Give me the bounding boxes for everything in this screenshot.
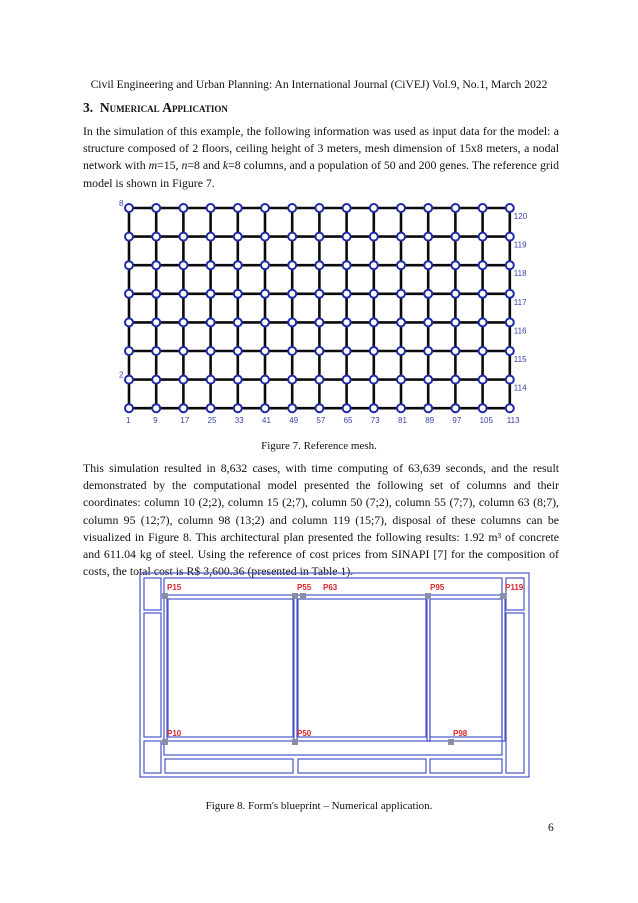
section-heading bbox=[83, 100, 228, 116]
mesh-node bbox=[152, 204, 160, 212]
column-label-bottom: P98 bbox=[453, 729, 468, 738]
mesh-left-label: 8 bbox=[119, 199, 124, 208]
mesh-node bbox=[506, 404, 514, 412]
mesh-node bbox=[370, 404, 378, 412]
mesh-node bbox=[479, 404, 487, 412]
panel-left bbox=[168, 599, 293, 737]
mesh-node bbox=[343, 404, 351, 412]
mesh-node bbox=[451, 261, 459, 269]
mesh-bottom-label: 41 bbox=[262, 416, 271, 426]
mesh-node bbox=[125, 347, 133, 355]
panel-right bbox=[430, 599, 502, 737]
mesh-left-label: 2 bbox=[119, 370, 124, 380]
mesh-right-label: 116 bbox=[513, 326, 527, 336]
figure-7-caption: Figure 7. Reference mesh. bbox=[261, 440, 377, 452]
var-m: m bbox=[148, 158, 158, 173]
mesh-node bbox=[370, 318, 378, 326]
mesh-node bbox=[343, 318, 351, 326]
mesh-node bbox=[288, 404, 296, 412]
paragraph-1 bbox=[83, 123, 559, 192]
mesh-bottom-label: 49 bbox=[289, 416, 299, 426]
mesh-node bbox=[261, 376, 269, 384]
mesh-node bbox=[261, 318, 269, 326]
column-marker bbox=[162, 593, 168, 599]
mesh-node bbox=[424, 204, 432, 212]
paragraph-1-text-b: =15, bbox=[157, 158, 182, 173]
mesh-node bbox=[506, 290, 514, 298]
mesh-node bbox=[424, 233, 432, 241]
mesh-node bbox=[315, 404, 323, 412]
mesh-node bbox=[424, 347, 432, 355]
mesh-node bbox=[288, 376, 296, 384]
mesh-node bbox=[370, 347, 378, 355]
mesh-node bbox=[315, 318, 323, 326]
mesh-node bbox=[424, 290, 432, 298]
mesh-node bbox=[179, 261, 187, 269]
mesh-node bbox=[234, 376, 242, 384]
var-k: k bbox=[222, 158, 229, 173]
mesh-node bbox=[506, 347, 514, 355]
column-marker bbox=[448, 739, 454, 745]
mesh-node bbox=[125, 233, 133, 241]
mesh-node bbox=[479, 290, 487, 298]
mesh-node bbox=[397, 347, 405, 355]
mesh-node bbox=[397, 204, 405, 212]
mesh-right-label: 119 bbox=[513, 240, 527, 250]
mesh-node bbox=[424, 261, 432, 269]
mesh-node bbox=[152, 347, 160, 355]
slab-bottom-right bbox=[430, 759, 502, 773]
column-label-top: P55 bbox=[297, 583, 312, 592]
column-marker bbox=[292, 739, 298, 745]
mesh-node bbox=[152, 233, 160, 241]
mesh-node bbox=[207, 404, 215, 412]
mesh-node bbox=[179, 290, 187, 298]
mesh-node bbox=[234, 290, 242, 298]
slab-bottom-mid bbox=[298, 759, 426, 773]
mesh-node bbox=[479, 261, 487, 269]
mesh-node bbox=[207, 261, 215, 269]
edge-left-mid bbox=[144, 613, 161, 737]
beam-vertical-4 bbox=[502, 595, 505, 741]
mesh-node bbox=[506, 318, 514, 326]
mesh-node bbox=[370, 261, 378, 269]
mesh-node bbox=[179, 204, 187, 212]
mesh-node bbox=[506, 261, 514, 269]
mesh-node bbox=[397, 318, 405, 326]
mesh-node bbox=[234, 261, 242, 269]
mesh-node bbox=[207, 347, 215, 355]
mesh-node bbox=[261, 347, 269, 355]
column-marker bbox=[300, 593, 306, 599]
mesh-node bbox=[234, 347, 242, 355]
mesh-node bbox=[479, 233, 487, 241]
figure-8-caption: Figure 8. Form's blueprint – Numerical application. bbox=[205, 800, 433, 812]
mesh-node bbox=[451, 347, 459, 355]
edge-right-mid bbox=[506, 613, 524, 773]
column-label-top: P15 bbox=[167, 583, 182, 592]
reference-mesh-figure bbox=[112, 196, 532, 426]
mesh-node bbox=[152, 376, 160, 384]
mesh-bottom-label: 33 bbox=[234, 416, 244, 426]
mesh-node bbox=[288, 233, 296, 241]
mesh-node bbox=[506, 204, 514, 212]
mesh-node bbox=[207, 233, 215, 241]
slab-bottom-left bbox=[165, 759, 293, 773]
mesh-node bbox=[288, 318, 296, 326]
paragraph-2: This simulation resulted in 8,632 cases, with time computing of 63,639 seconds, and the result demonstrated by the computational model presented the following set of columns and their coordinates: column 10 (2;2), column 15 (2;7), column 50 (7;2), column 55 (7;7), column 63 (8;7), column 95 (12;7), column 98 (13;2) and column 119 (15;7), disposal of these columns can be visualized in Figure 8. This architectural plan presented the following results: 1.92 m³ of concrete and 611.04 kg of steel. Using the reference of cost prices from SINAPI [7] for the composition of costs, the total cost is R$ 3,600.36 (presented in Table 1). bbox=[83, 461, 559, 579]
mesh-right-label: 114 bbox=[513, 383, 527, 393]
panel-mid bbox=[298, 599, 426, 737]
mesh-node bbox=[370, 204, 378, 212]
mesh-bottom-label: 89 bbox=[425, 416, 435, 426]
mesh-node bbox=[343, 347, 351, 355]
mesh-node bbox=[207, 204, 215, 212]
mesh-node bbox=[479, 204, 487, 212]
mesh-node bbox=[315, 261, 323, 269]
beam-vertical-2 bbox=[294, 595, 297, 741]
mesh-node bbox=[451, 233, 459, 241]
mesh-node bbox=[261, 233, 269, 241]
mesh-bottom-label: 105 bbox=[479, 416, 493, 426]
column-marker bbox=[425, 593, 431, 599]
mesh-node bbox=[179, 404, 187, 412]
mesh-node bbox=[343, 204, 351, 212]
mesh-node bbox=[288, 347, 296, 355]
column-label-top: P63 bbox=[323, 583, 338, 592]
mesh-node bbox=[207, 376, 215, 384]
mesh-node bbox=[370, 376, 378, 384]
mesh-node bbox=[424, 318, 432, 326]
running-header: Civil Engineering and Urban Planning: An International Journal (CiVEJ) Vol.9, No.1, March 2022 bbox=[90, 78, 548, 91]
mesh-node bbox=[261, 261, 269, 269]
mesh-node bbox=[179, 347, 187, 355]
column-marker bbox=[162, 739, 168, 745]
mesh-node bbox=[179, 233, 187, 241]
mesh-node bbox=[288, 290, 296, 298]
page-number: 6 bbox=[548, 822, 554, 834]
column-label-top: P119 bbox=[505, 583, 524, 592]
column-label-bottom: P10 bbox=[167, 729, 182, 738]
mesh-right-label: 115 bbox=[513, 355, 527, 364]
mesh-bottom-label: 113 bbox=[506, 416, 520, 426]
mesh-node bbox=[424, 376, 432, 384]
mesh-node bbox=[397, 233, 405, 241]
mesh-node bbox=[451, 404, 459, 412]
mesh-node bbox=[152, 290, 160, 298]
mesh-node bbox=[343, 376, 351, 384]
mesh-bottom-label: 73 bbox=[370, 416, 380, 426]
mesh-node bbox=[125, 290, 133, 298]
mesh-node bbox=[343, 290, 351, 298]
mesh-node bbox=[451, 290, 459, 298]
mesh-node bbox=[315, 233, 323, 241]
column-label-bottom: P50 bbox=[297, 729, 312, 738]
mesh-node bbox=[479, 318, 487, 326]
mesh-node bbox=[424, 404, 432, 412]
mesh-right-label: 120 bbox=[513, 212, 528, 221]
mesh-node bbox=[288, 261, 296, 269]
mesh-node bbox=[261, 404, 269, 412]
mesh-node bbox=[506, 233, 514, 241]
mesh-node bbox=[370, 290, 378, 298]
mesh-right-label: 117 bbox=[513, 297, 527, 307]
section-title: Numerical Application bbox=[99, 100, 228, 115]
mesh-node bbox=[479, 347, 487, 355]
mesh-node bbox=[125, 261, 133, 269]
mesh-node bbox=[315, 290, 323, 298]
edge-left-top bbox=[144, 578, 161, 610]
mesh-bottom-label: 17 bbox=[180, 416, 190, 426]
mesh-node bbox=[179, 318, 187, 326]
mesh-node bbox=[234, 318, 242, 326]
mesh-node bbox=[370, 233, 378, 241]
edge-left-bottom bbox=[144, 741, 161, 773]
mesh-node bbox=[125, 404, 133, 412]
mesh-node bbox=[207, 318, 215, 326]
mesh-node bbox=[261, 290, 269, 298]
mesh-node bbox=[207, 290, 215, 298]
mesh-node bbox=[234, 204, 242, 212]
mesh-node bbox=[451, 318, 459, 326]
mesh-node bbox=[125, 318, 133, 326]
blueprint-outer-border bbox=[140, 573, 529, 777]
column-marker bbox=[292, 593, 298, 599]
mesh-bottom-label: 1 bbox=[126, 416, 131, 426]
mesh-node bbox=[152, 404, 160, 412]
mesh-node bbox=[397, 404, 405, 412]
mesh-node bbox=[125, 204, 133, 212]
mesh-node bbox=[288, 204, 296, 212]
mesh-bottom-label: 57 bbox=[316, 416, 326, 426]
section-number: 3. bbox=[83, 100, 94, 115]
mesh-node bbox=[479, 376, 487, 384]
mesh-node bbox=[234, 404, 242, 412]
blueprint-figure bbox=[140, 573, 530, 778]
paragraph-1-text-d: =8 columns, and a population of 50 and 200 genes. The reference grid model is shown in Figure 7. bbox=[83, 158, 559, 190]
mesh-node bbox=[152, 318, 160, 326]
mesh-node bbox=[397, 290, 405, 298]
mesh-node bbox=[315, 204, 323, 212]
mesh-bottom-label: 81 bbox=[398, 416, 407, 426]
mesh-node bbox=[397, 376, 405, 384]
column-marker bbox=[500, 593, 506, 599]
column-label-top: P95 bbox=[430, 583, 445, 592]
mesh-bottom-label: 9 bbox=[153, 416, 158, 426]
beam-vertical-3 bbox=[427, 595, 430, 741]
mesh-node bbox=[315, 376, 323, 384]
mesh-node bbox=[343, 261, 351, 269]
mesh-node bbox=[397, 261, 405, 269]
mesh-node bbox=[152, 261, 160, 269]
mesh-node bbox=[179, 376, 187, 384]
mesh-node bbox=[261, 204, 269, 212]
mesh-bottom-label: 97 bbox=[452, 416, 462, 426]
mesh-node bbox=[125, 376, 133, 384]
mesh-node bbox=[506, 376, 514, 384]
mesh-node bbox=[451, 204, 459, 212]
mesh-bottom-label: 25 bbox=[207, 416, 217, 426]
mesh-bottom-label: 65 bbox=[343, 416, 353, 426]
mesh-node bbox=[234, 233, 242, 241]
mesh-node bbox=[343, 233, 351, 241]
mesh-node bbox=[451, 376, 459, 384]
beam-vertical-1 bbox=[164, 595, 167, 741]
var-n: n bbox=[181, 158, 188, 173]
mesh-right-label: 118 bbox=[513, 269, 527, 279]
paragraph-1-text-a: In the simulation of this example, the following information was used as input data for the model: a structure composed of 2 floors, ceiling height of 3 meters, mesh dimension of 15x8 meters, a nodal network with bbox=[83, 124, 559, 173]
mesh-node bbox=[315, 347, 323, 355]
paragraph-1-text-c: =8 and bbox=[187, 158, 223, 173]
